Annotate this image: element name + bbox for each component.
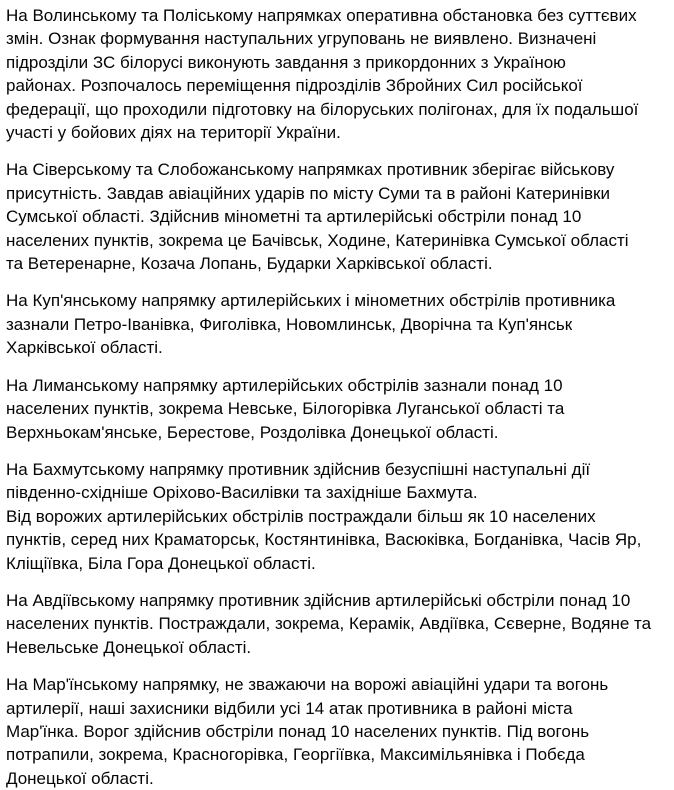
text-line: На Лиманському напрямку артилерійських обстрілів зазнали понад 10 bbox=[6, 375, 563, 395]
text-line: присутність. Завдав авіаційних ударів по місту Суми та в районі Катеринівки bbox=[6, 183, 610, 203]
text-line: населених пунктів, зокрема це Бачівськ, Ходине, Катеринівка Сумської області bbox=[6, 230, 629, 250]
text-line: На Волинському та Поліському напрямках оперативна обстановка без суттєвих bbox=[6, 6, 637, 25]
text-line: потрапили, зокрема, Красногорівка, Георгіївка, Максимільянівка і Побєда bbox=[6, 745, 585, 765]
text-line: Від ворожих артилерійських обстрілів постраждали більш як 10 населених bbox=[6, 506, 596, 526]
paragraph-bakhmut bbox=[6, 458, 666, 575]
paragraph-siversk-slobozhansk bbox=[6, 158, 666, 275]
text-line: участі у бойових діях на території України. bbox=[6, 123, 341, 143]
text-line: змін. Ознак формування наступальних угруповань не виявлено. Визначені bbox=[6, 29, 597, 49]
paragraph-avdiivka bbox=[6, 589, 666, 659]
text-line: Донецької області. bbox=[6, 768, 154, 788]
text-line: Верхньокам'янське, Берестове, Роздолівка Донецької області. bbox=[6, 422, 499, 442]
text-line: пунктів, серед них Краматорськ, Костянтинівка, Васюківка, Богданівка, Часів Яр, bbox=[6, 530, 642, 550]
text-line: Кліщіївка, Біла Гора Донецької області. bbox=[6, 553, 316, 573]
paragraph-marinka bbox=[6, 673, 666, 790]
text-line: районах. Розпочалось переміщення підрозділів Збройних Сил російської bbox=[6, 76, 583, 96]
text-line: На Бахмутському напрямку противник здійснив безуспішні наступальні дії bbox=[6, 459, 591, 479]
text-line: населених пунктів, зокрема Невське, Білогорівка Луганської області та bbox=[6, 399, 565, 419]
text-line: зазнали Петро-Іванівка, Фиголівка, Новомлинськ, Дворічна та Куп'янськ bbox=[6, 314, 573, 334]
text-line: південно-східніше Оріхово-Василівки та західніше Бахмута. bbox=[6, 483, 478, 503]
text-line: На Сіверському та Слобожанському напрямках противник зберігає військову bbox=[6, 160, 615, 180]
text-line: федерації, що проходили підготовку на білоруських полігонах, для їх подальшої bbox=[6, 99, 639, 119]
paragraph-lyman bbox=[6, 374, 666, 444]
text-line: Харківської області. bbox=[6, 338, 163, 358]
text-line: На Авдіївському напрямку противник здійснив артилерійські обстріли понад 10 bbox=[6, 590, 631, 610]
text-line: Невельське Донецької області. bbox=[6, 637, 252, 657]
text-line: На Мар'їнському напрямку, не зважаючи на ворожі авіаційні удари та вогонь bbox=[6, 675, 609, 695]
text-line: підрозділи ЗС білорусі виконують завдання з прикордонних з Україною bbox=[6, 52, 566, 72]
text-line: На Куп'янському напрямку артилерійських і мінометних обстрілів противника bbox=[6, 291, 616, 311]
text-line: Сумської області. Здійснив мінометні та артилерійські обстріли понад 10 bbox=[6, 207, 582, 227]
text-line: та Ветеренарне, Козача Лопань, Бударки Харківської області. bbox=[6, 254, 493, 274]
text-line: населених пунктів. Постраждали, зокрема, Керамік, Авдіївка, Сєверне, Водяне та bbox=[6, 614, 652, 634]
text-line: Мар'їнка. Ворог здійснив обстріли понад 10 населених пунктів. Під вогонь bbox=[6, 721, 590, 741]
paragraph-volyn-polissia bbox=[6, 4, 666, 144]
text-line: артилерії, наші захисники відбили усі 14 атак противника в районі міста bbox=[6, 698, 573, 718]
paragraph-kupiansk bbox=[6, 289, 666, 359]
